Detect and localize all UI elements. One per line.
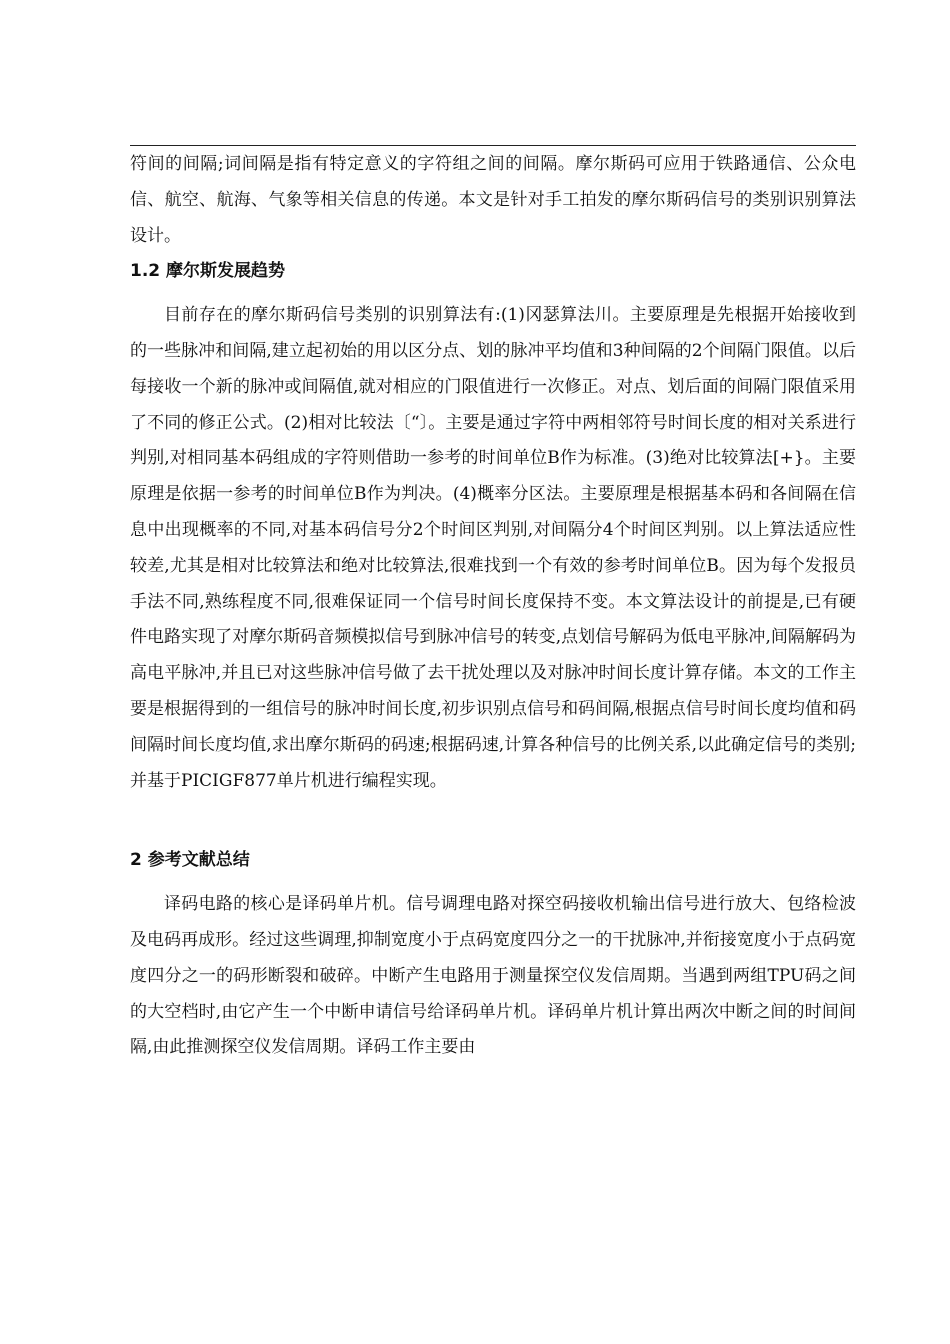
section-2-paragraph: 译码电路的核心是译码单片机。信号调理电路对探空码接收机输出信号进行放大、包络检波及电码再成形。经过这些调理,抑制宽度小于点码宽度四分之一的干扰脉冲,并衔接宽度小于点码宽度四分之一的码形断裂和破碎。中断产生电路用于测量探空仪发信周期。当遇到两组TPU码之间的大空档时,由它产生一个中断申请信号给译码单片机。译码单片机计算出两次中断之间的时间间隔,由此推测探空仪发信周期。译码工作主要由 — [130, 894, 856, 1058]
section-heading-1-2: 1.2 摩尔斯发展趋势 — [130, 261, 286, 282]
section-1-2-paragraph: 目前存在的摩尔斯码信号类别的识别算法有:(1)冈瑟算法川。主要原理是先根据开始接收到的一些脉冲和间隔,建立起初始的用以区分点、划的脉冲平均值和3种间隔的2个间隔门限值。以后每接收一个新的脉冲或间隔值,就对相应的门限值进行一次修正。对点、划后面的间隔门限值采用了不同的修正公式。(2)相对比较法〔“〕。主要是通过字符中两相邻符号时间长度的相对关系进行判别,对相同基本码组成的字符则借助一参考的时间单位B作为标准。(3)绝对比较算法[+}。主要原理是依据一参考的时间单位B作为判决。(4)概率分区法。主要原理是根据基本码和各间隔在信息中出现概率的不同,对基本码信号分2个时间区判别,对间隔分4个时间区判别。以上算法适应性较差,尤其是相对比较算法和绝对比较算法,很难找到一个有效的参考时间单位B。因为每个发报员手法不同,熟练程度不同,很难保证同一个信号时间长度保持不变。本文算法设计的前提是,已有硬件电路实现了对摩尔斯码音频模拟信号到脉冲信号的转变,点划信号解码为低电平脉冲,间隔解码为高电平脉冲,并且已对这些脉冲信号做了去干扰处理以及对脉冲时间长度计算存储。本文的工作主要是根据得到的一组信号的脉冲时间长度,初步识别点信号和码间隔,根据点信号时间长度均值和码间隔时间长度均值,求出摩尔斯码的码速;根据码速,计算各种信号的比例关系,以此确定信号的类别;并基于PICIGF877单片机进行编程实现。 — [130, 305, 856, 791]
spacer — [130, 290, 856, 298]
header-rule — [130, 145, 856, 146]
document-body — [130, 147, 856, 1066]
section-heading-2: 2 参考文献总结 — [130, 850, 250, 871]
spacer — [130, 879, 856, 887]
continuation-paragraph: 符间的间隔;词间隔是指有特定意义的字符组之间的间隔。摩尔斯码可应用于铁路通信、公众电信、航空、航海、气象等相关信息的传递。本文是针对手工拍发的摩尔斯码信号的类别识别算法设计。 — [130, 154, 856, 246]
spacer — [130, 799, 856, 843]
